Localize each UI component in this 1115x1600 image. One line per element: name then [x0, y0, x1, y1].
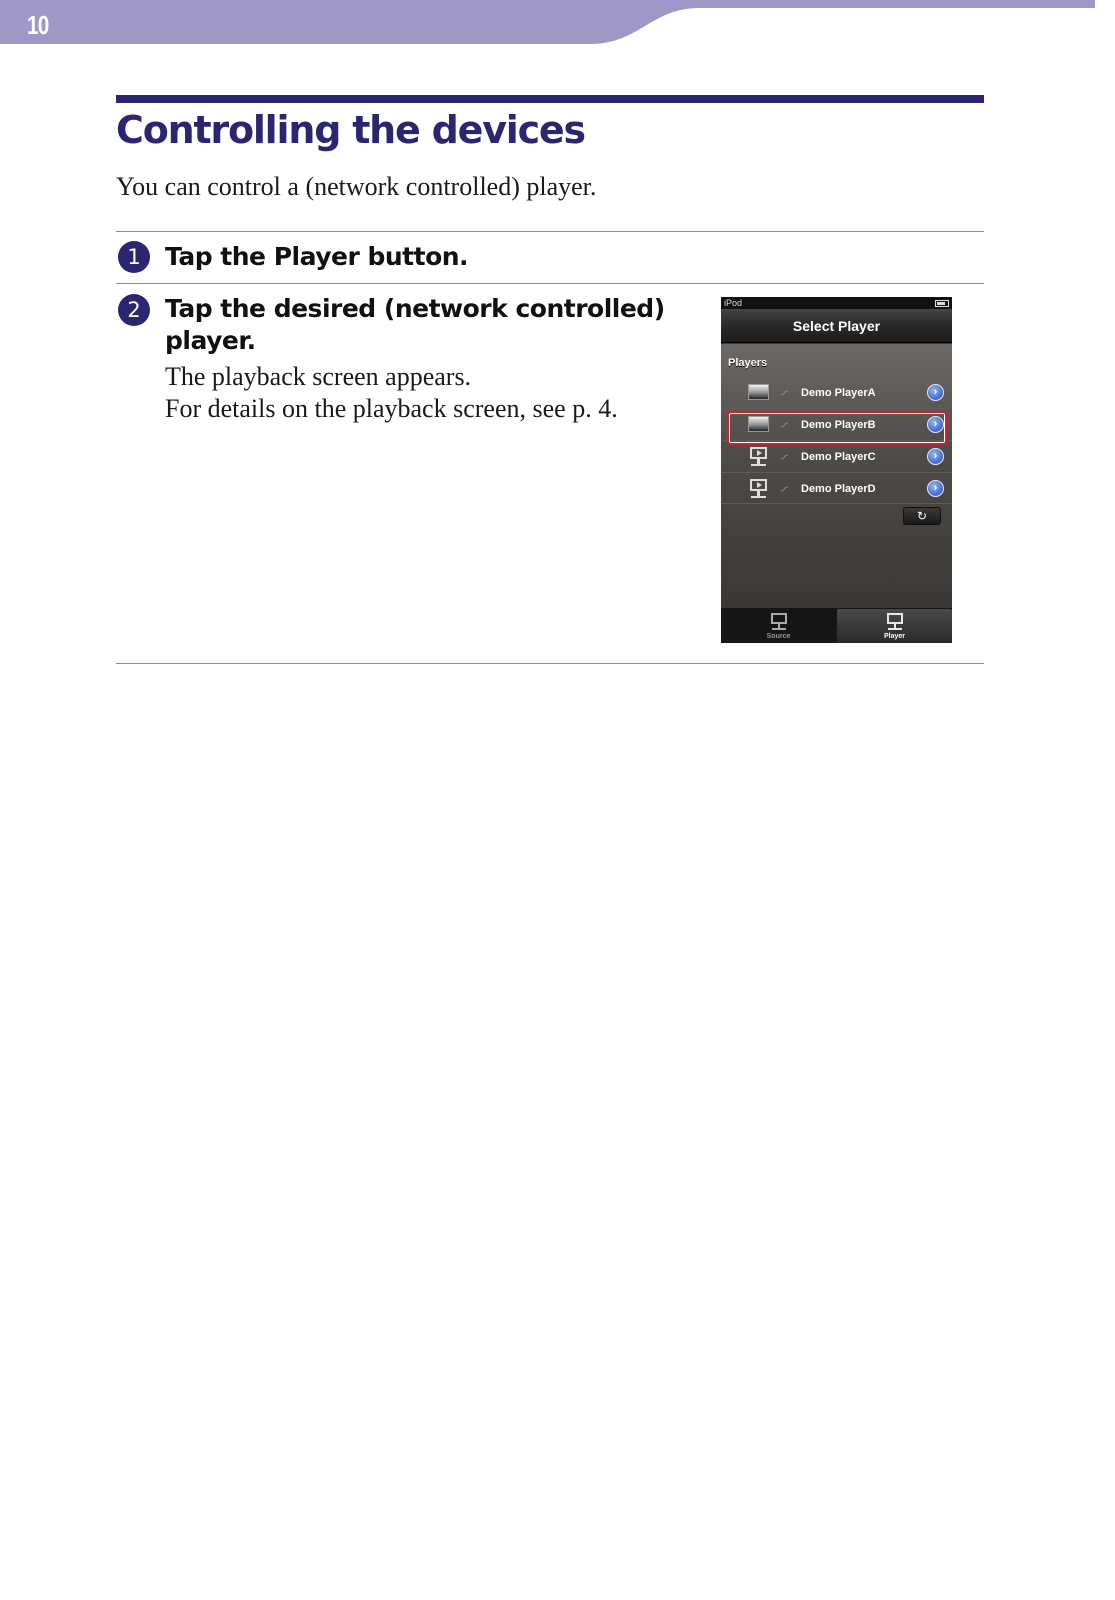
- header-band: [0, 0, 1115, 46]
- chevron-right-icon[interactable]: ›: [927, 416, 944, 433]
- player-label: Demo PlayerA: [801, 387, 876, 399]
- player-icon: [885, 613, 905, 631]
- link-icon: ∽: [775, 383, 793, 402]
- step-2-body-line-2: For details on the playback screen, see p. 4.: [165, 394, 618, 423]
- intro-text: You can control a (network controlled) player.: [116, 172, 597, 201]
- tab-source[interactable]: [721, 609, 836, 643]
- device-thumbnail-icon: [748, 384, 769, 400]
- tab-source-label: Source: [766, 633, 791, 640]
- step-2-body-line-1: The playback screen appears.: [165, 362, 472, 391]
- phone-screenshot: [721, 297, 952, 643]
- player-label: Demo PlayerC: [801, 451, 876, 463]
- chevron-right-icon[interactable]: ›: [927, 480, 944, 497]
- link-icon: ∽: [775, 479, 793, 498]
- step-number-1: 1: [118, 241, 150, 273]
- refresh-button[interactable]: [903, 507, 941, 525]
- network-player-icon: [748, 479, 769, 498]
- source-icon: [769, 613, 789, 631]
- page-number: 10: [27, 10, 49, 40]
- status-device-label: iPod: [724, 298, 743, 308]
- section-header: Players: [728, 357, 768, 369]
- link-icon: ∽: [775, 447, 793, 466]
- battery-icon: [935, 300, 949, 307]
- tab-player-label: Player: [883, 633, 906, 640]
- chevron-right-icon[interactable]: ›: [927, 384, 944, 401]
- network-player-icon: [748, 447, 769, 466]
- divider: [116, 283, 984, 284]
- status-bar: [721, 297, 952, 309]
- tab-bar: [721, 608, 952, 643]
- nav-bar: [721, 309, 952, 343]
- player-row-d[interactable]: [721, 472, 952, 504]
- divider: [116, 663, 984, 664]
- divider: [116, 231, 984, 232]
- nav-title: Select Player: [792, 318, 881, 334]
- step-2-title-line-1: Tap the desired (network controlled): [165, 294, 665, 323]
- player-label: Demo PlayerB: [801, 419, 876, 431]
- refresh-icon: ↻: [916, 509, 928, 523]
- step-2-title-line-2: player.: [165, 326, 256, 355]
- selection-highlight: [727, 411, 947, 445]
- step-1-title: Tap the Player button.: [165, 242, 469, 271]
- title-rule: [116, 95, 984, 103]
- link-icon: ∽: [775, 415, 793, 434]
- tab-player[interactable]: [837, 609, 952, 643]
- player-row-a[interactable]: [721, 376, 952, 408]
- step-number-2: 2: [118, 294, 150, 326]
- page-title: Controlling the devices: [116, 108, 585, 152]
- player-label: Demo PlayerD: [801, 483, 876, 495]
- chevron-right-icon[interactable]: ›: [927, 448, 944, 465]
